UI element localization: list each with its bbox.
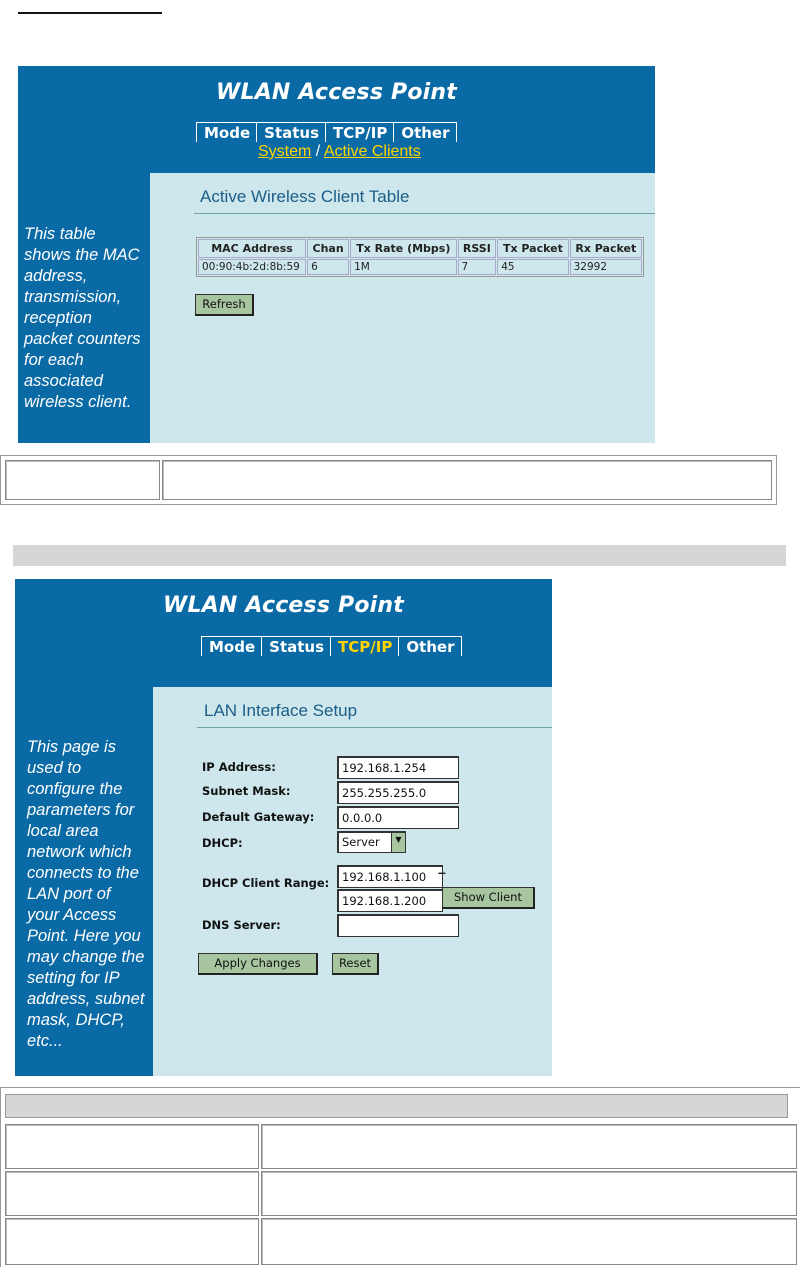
submenu-active-clients-link[interactable]: Active Clients — [323, 143, 421, 160]
dns-server-label: DNS Server: — [202, 918, 281, 932]
content-area — [153, 687, 552, 1076]
apply-changes-button[interactable]: Apply Changes — [198, 953, 318, 975]
menu-tcpip[interactable]: TCP/IP — [330, 636, 398, 656]
default-gateway-label: Default Gateway: — [202, 810, 315, 824]
default-gateway-input[interactable] — [337, 806, 459, 829]
section-heading-bar — [13, 545, 786, 566]
menu-mode[interactable]: Mode — [201, 636, 261, 656]
subnet-mask-label: Subnet Mask: — [202, 784, 291, 798]
col-rssi: RSSI — [458, 239, 497, 258]
cell-mac: 00:90:4b:2d:8b:59 — [198, 259, 306, 275]
status-submenu — [258, 143, 421, 161]
table-heading-bar — [5, 1094, 788, 1118]
active-client-table — [196, 237, 644, 277]
header-underline — [18, 12, 162, 14]
col-tx-rate: Tx Rate (Mbps) — [350, 239, 456, 258]
help-sidebar — [18, 173, 150, 443]
ip-address-input[interactable] — [337, 756, 459, 779]
cell-tx-rate: 1M — [350, 259, 456, 275]
submenu-system-link[interactable]: System — [258, 143, 312, 160]
description-cell-left-2b — [5, 1171, 259, 1216]
description-cell-right-1 — [162, 460, 772, 500]
content-area — [150, 173, 655, 443]
ip-address-label: IP Address: — [202, 760, 276, 774]
dhcp-select-value: Server — [342, 835, 380, 849]
cell-tx-packet: 45 — [497, 259, 568, 275]
show-client-button[interactable]: Show Client — [442, 887, 535, 909]
app-title: WLAN Access Point — [163, 593, 404, 618]
cell-rx-packet: 32992 — [570, 259, 642, 275]
cell-chan: 6 — [307, 259, 349, 275]
submenu-separator: / — [315, 143, 321, 160]
reset-button[interactable]: Reset — [332, 953, 379, 975]
menu-other[interactable]: Other — [393, 122, 456, 142]
help-text: This page is used to configure the parameters for local area network which connects to the LAN port of your Access Point. Here you may change the setting for IP address, subnet mask, DHCP, etc... — [27, 738, 145, 1050]
ap-panel-lan-setup — [15, 579, 552, 1076]
cell-rssi: 7 — [458, 259, 497, 275]
dhcp-range-end-input[interactable] — [337, 889, 443, 912]
description-cell-right-2a — [261, 1124, 797, 1169]
help-sidebar — [15, 687, 153, 1076]
section-title: Active Wireless Client Table — [200, 187, 410, 206]
help-text: This table shows the MAC address, transmission, reception packet counters for each associated wireless client. — [24, 225, 141, 411]
dhcp-select[interactable] — [337, 831, 406, 853]
table-header-row — [198, 239, 642, 258]
main-menu — [201, 636, 462, 656]
section-title: LAN Interface Setup — [204, 701, 358, 720]
description-cell-left-2c — [5, 1218, 259, 1265]
dhcp-label: DHCP: — [202, 836, 243, 850]
main-menu — [196, 122, 457, 142]
menu-tcpip[interactable]: TCP/IP — [325, 122, 393, 142]
ap-panel-active-clients — [18, 66, 655, 443]
description-cell-right-2b — [261, 1171, 797, 1216]
menu-other[interactable]: Other — [398, 636, 461, 656]
table-row — [198, 259, 642, 275]
col-mac-address: MAC Address — [198, 239, 306, 258]
section-divider — [197, 727, 552, 728]
app-title: WLAN Access Point — [216, 80, 457, 105]
col-tx-packet: Tx Packet — [497, 239, 568, 258]
description-cell-right-2c — [261, 1218, 797, 1265]
section-divider — [194, 213, 655, 214]
description-cell-left-1 — [5, 460, 160, 500]
description-cell-left-2a — [5, 1124, 259, 1169]
chevron-down-icon[interactable]: ▼ — [391, 833, 405, 852]
dns-server-input[interactable] — [337, 914, 459, 937]
subnet-mask-input[interactable] — [337, 781, 459, 804]
dhcp-client-range-label: DHCP Client Range: — [202, 876, 330, 890]
menu-mode[interactable]: Mode — [196, 122, 256, 142]
menu-status[interactable]: Status — [261, 636, 330, 656]
menu-status[interactable]: Status — [256, 122, 325, 142]
refresh-button[interactable]: Refresh — [195, 294, 254, 316]
range-dash: – — [438, 864, 446, 880]
dhcp-range-start-input[interactable] — [337, 865, 443, 888]
col-chan: Chan — [307, 239, 349, 258]
col-rx-packet: Rx Packet — [570, 239, 642, 258]
